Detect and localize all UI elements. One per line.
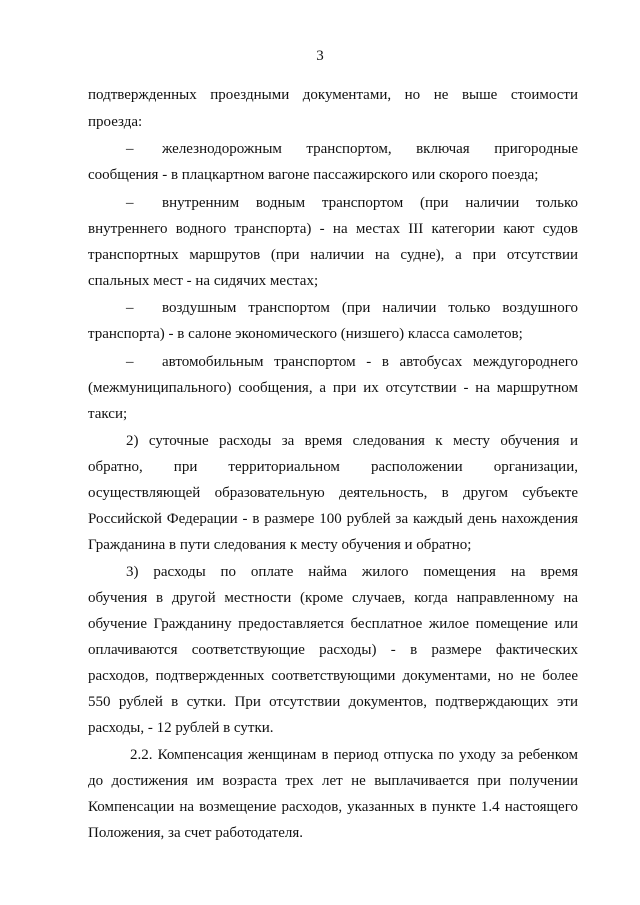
text-line: 550 рублей в сутки. При отсутствии документов, подтверждающих эти [88,694,578,710]
text-line: спальных мест - на сидячих местах; [88,273,319,289]
text-line: расходов, подтвержденных соответствующими документами, но не более [88,668,578,684]
text-line: обучение Гражданину предоставляется бесплатное жилое помещение или [88,616,578,632]
text-line: транспортных маршрутов (при наличии на судне), а при отсутствии [88,247,578,263]
text-line: расходы, - 12 рублей в сутки. [88,720,274,736]
text-line: оплачиваются соответствующие расходы) - в размере фактических [88,642,578,658]
text-line: сообщения - в плацкартном вагоне пассажирского или скорого поезда; [88,167,539,183]
text-line: 2) суточные расходы за время следования к месту обучения и [126,433,578,449]
text-line: транспорта) - в салоне экономического (низшего) класса самолетов; [88,326,523,342]
text-line: 2.2. Компенсация женщинам в период отпуска по уходу за ребенком [130,747,578,763]
text-line: железнодорожным транспортом, включая пригородные [162,141,578,157]
text-line: (межмуниципального) сообщения, а при их отсутствии - на маршрутном [88,380,578,396]
text-line: проезда: [88,114,143,130]
text-line: подтвержденных проездными документами, но не выше стоимости [88,87,578,103]
text-line: осуществляющей образовательную деятельность, в другом субъекте [88,485,578,501]
list-dash: – [126,300,134,316]
text-line: до достижения им возраста трех лет не выплачивается при получении [88,773,578,789]
page-number: 3 [316,48,324,64]
list-dash: – [126,354,134,370]
text-line: такси; [88,406,128,422]
text-line: воздушным транспортом (при наличии только воздушного [162,300,578,316]
text-line: внутренним водным транспортом (при наличии только [162,195,578,211]
list-dash: – [126,195,134,211]
text-line: обратно, при территориальном расположении организации, [88,459,578,475]
text-line: Гражданина в пути следования к месту обучения и обратно; [88,537,472,553]
list-dash: – [126,141,134,157]
text-line: Положения, за счет работодателя. [88,825,303,841]
text-line: Российской Федерации - в размере 100 рублей за каждый день нахождения [88,511,578,527]
text-line: 3) расходы по оплате найма жилого помещения на время [126,564,578,580]
text-line: обучения в другой местности (кроме случаев, когда направленному на [88,590,578,606]
text-line: Компенсации на возмещение расходов, указанных в пункте 1.4 настоящего [88,799,578,815]
text-line: автомобильным транспортом - в автобусах междугороднего [162,354,578,370]
text-line: внутреннего водного транспорта) - на местах III категории кают судов [88,221,578,237]
